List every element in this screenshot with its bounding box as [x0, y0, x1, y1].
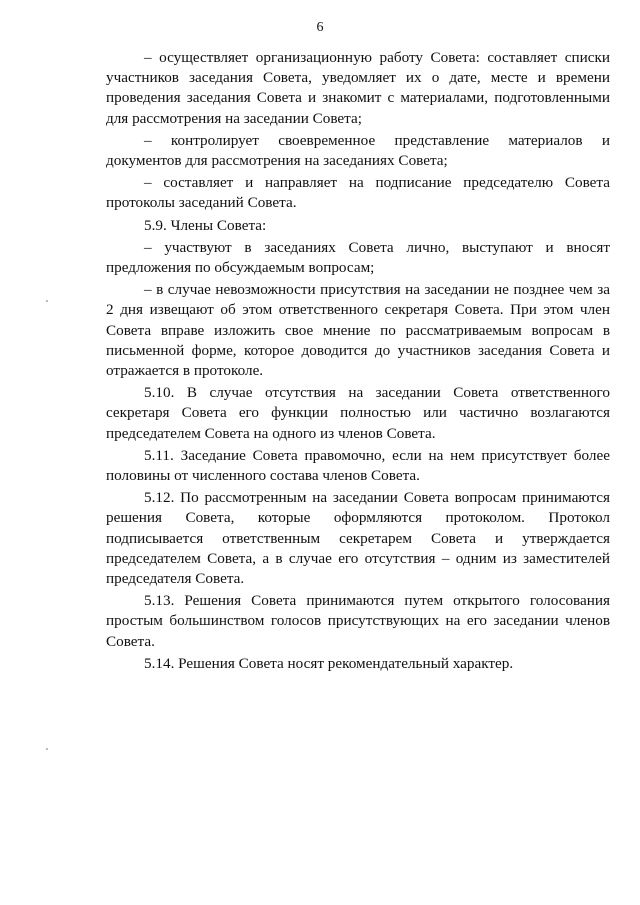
paragraph-5-12: 5.12. По рассмотренным на заседании Совета вопросам принимаются решения Совета, которые оформляются протоколом. Протокол подписывается ответственным секретарем Совета и утверждается председателем Совета, а в случае его отсутствия – одним из заместителей председателя Совета.	[106, 489, 610, 588]
page-number: 6	[316, 20, 324, 35]
scan-speck	[46, 300, 48, 302]
paragraph-5-13: 5.13. Решения Совета принимаются путем открытого голосования простым большинством голосов присутствующих на его заседании членов Совета.	[106, 592, 610, 650]
paragraph-protocols: – составляет и направляет на подписание председателю Совета протоколы заседаний Совета.	[106, 174, 610, 212]
paragraph-5-9-heading: 5.9. Члены Совета:	[144, 216, 267, 234]
paragraph-absence-notice: – в случае невозможности присутствия на заседании не позднее чем за 2 дня извещают об этом ответственного секретаря Совета. При этом член Совета вправе изложить свое мнение по рассматриваемым вопросам в письменной форме, которое доводится до участников заседания Совета и отражается в протоколе.	[106, 281, 610, 380]
document-body	[106, 48, 610, 676]
paragraph-control-materials: – контролирует своевременное представление материалов и документов для рассмотрения на заседаниях Совета;	[106, 131, 610, 170]
paragraph-5-11: 5.11. Заседание Совета правомочно, если на нем присутствует более половины от численного состава членов Совета.	[106, 446, 610, 485]
paragraph-organizational-work: – осуществляет организационную работу Совета: составляет списки участников заседания Совета, уведомляет их о дате, месте и времени проведения заседания Совета и знакомит с материалами, подготовленными для рассмотрения на заседании Совета;	[106, 49, 610, 127]
scan-speck	[46, 748, 48, 750]
paragraph-5-14: 5.14. Решения Совета носят рекомендательный характер.	[144, 654, 514, 672]
paragraph-5-10: 5.10. В случае отсутствия на заседании Совета ответственного секретаря Совета его функции полностью или частично возлагаются председателем Совета на одного из членов Совета.	[106, 384, 610, 442]
paragraph-participate: – участвуют в заседаниях Совета лично, выступают и вносят предложения по обсуждаемым вопросам;	[106, 238, 610, 277]
